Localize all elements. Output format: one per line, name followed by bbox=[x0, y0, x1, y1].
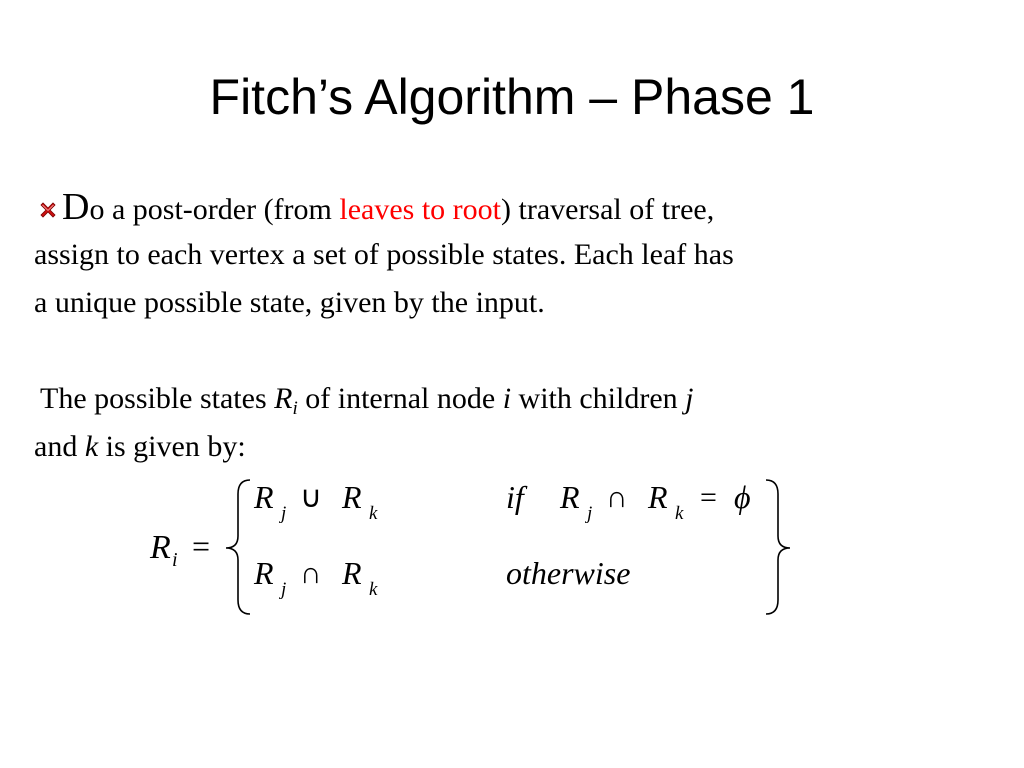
formula-right-brace bbox=[766, 480, 790, 614]
row1-sub-k: k bbox=[369, 503, 378, 524]
p2-text-1: The possible states bbox=[40, 382, 275, 415]
row1-sub-j: j bbox=[281, 503, 287, 524]
p2-text-5: is given by: bbox=[98, 430, 246, 463]
row1-union: ∪ bbox=[300, 481, 322, 514]
row1-R-a: R bbox=[254, 479, 274, 515]
dropcap-letter: D bbox=[62, 186, 90, 228]
cond-R-a: R bbox=[560, 479, 580, 515]
paragraph1-text-b: ) traversal of tree, bbox=[501, 193, 715, 226]
formula-equals: = bbox=[192, 528, 211, 564]
cond-intersect: ∩ bbox=[606, 481, 628, 514]
p2-text-4: and bbox=[34, 430, 85, 463]
formula-left-brace bbox=[226, 480, 250, 614]
cond-sub-k: k bbox=[675, 503, 684, 524]
formula-lhs-sub: i bbox=[172, 549, 178, 571]
cond-sub-j: j bbox=[587, 503, 593, 524]
cond-empty-set: ϕ bbox=[734, 479, 751, 515]
p2-var-k: k bbox=[84, 430, 99, 463]
paragraph1-text-a: o a post-order (from bbox=[89, 193, 340, 226]
p2-var-R-sub: i bbox=[292, 398, 298, 419]
row2-sub-j: j bbox=[281, 579, 287, 600]
p2-var-R: R bbox=[274, 382, 293, 415]
row1-R-b: R bbox=[342, 479, 362, 515]
p2-var-j: j bbox=[685, 382, 694, 415]
p2-text-2: of internal node bbox=[297, 382, 503, 415]
cond-R-b: R bbox=[648, 479, 668, 515]
cond-if: if bbox=[506, 479, 524, 515]
formula-lhs-R: R bbox=[150, 529, 171, 566]
cond-equals: = bbox=[700, 481, 717, 514]
row2-otherwise: otherwise bbox=[506, 555, 631, 591]
highlight-leaves-to-root: leaves to root bbox=[339, 193, 501, 226]
paragraph1-line3: a unique possible state, given by the input. bbox=[34, 286, 545, 319]
slide-title: Fitch’s Algorithm – Phase 1 bbox=[209, 69, 815, 125]
row2-R-a: R bbox=[254, 555, 274, 591]
p2-text-3: with children bbox=[511, 382, 686, 415]
row2-sub-k: k bbox=[369, 579, 378, 600]
row2-R-b: R bbox=[342, 555, 362, 591]
p2-var-i: i bbox=[502, 382, 512, 415]
paragraph1-line2: assign to each vertex a set of possible states. Each leaf has bbox=[34, 238, 734, 271]
row2-intersect: ∩ bbox=[300, 557, 322, 590]
